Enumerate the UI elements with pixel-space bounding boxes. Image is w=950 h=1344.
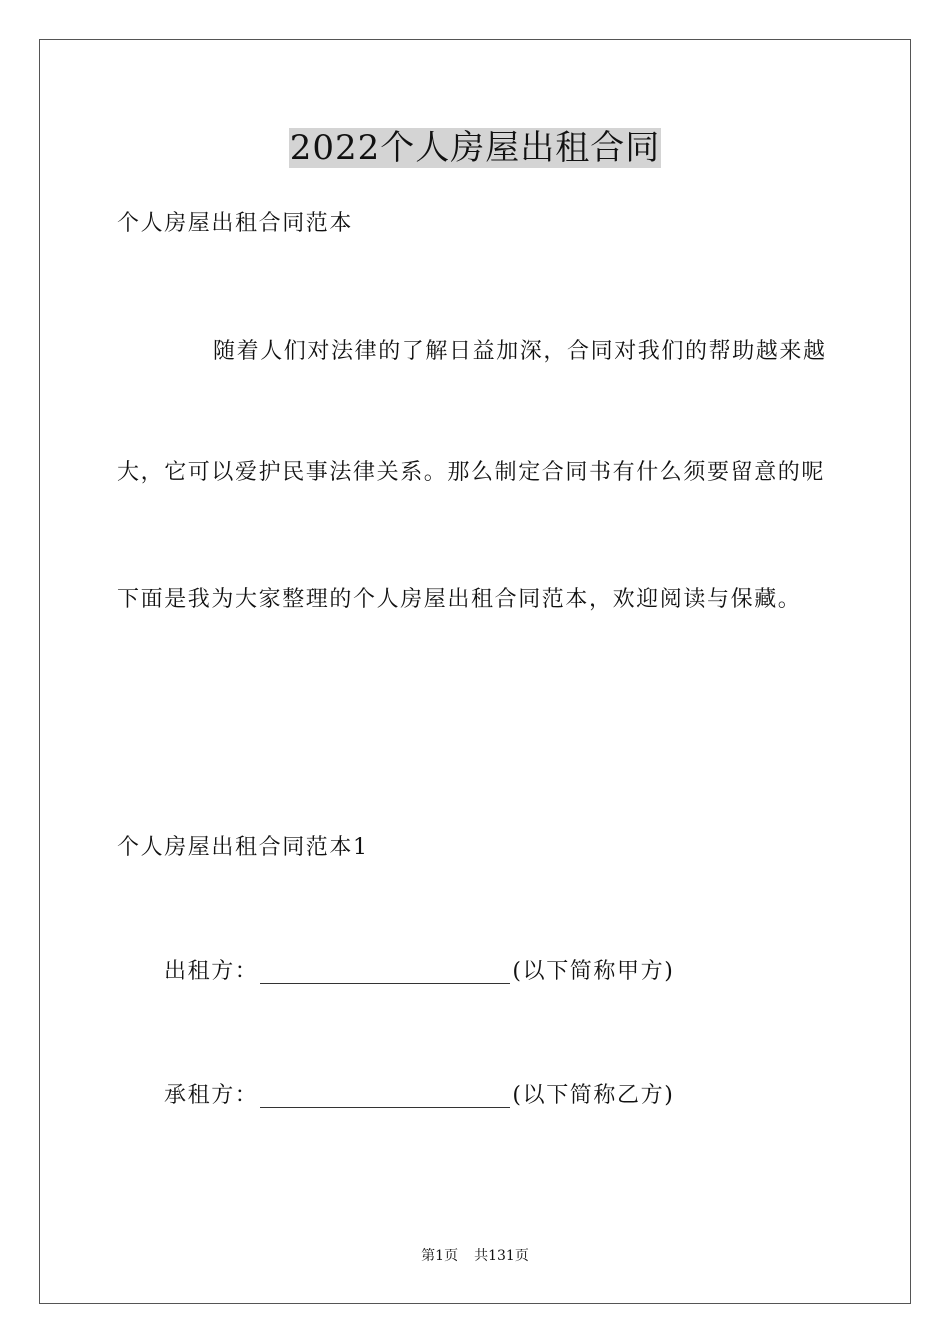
lessor-suffix: (以下简称甲方) (512, 959, 675, 984)
lessee-field (164, 1081, 674, 1111)
page-total: 共131页 (474, 1248, 529, 1264)
lessor-label: 出租方： (164, 959, 259, 984)
section-heading: 个人房屋出租合同范本1 (117, 835, 369, 860)
document-subtitle: 个人房屋出租合同范本 (117, 211, 354, 236)
intro-line-2: 大，它可以爱护民事法律关系。那么制定合同书有什么须要留意的呢 (117, 460, 826, 485)
lessee-label: 承租方： (164, 1083, 259, 1108)
intro-line-3: 下面是我为大家整理的个人房屋出租合同范本，欢迎阅读与保藏。 (117, 587, 802, 612)
document-title (0, 126, 950, 170)
lessor-blank-line[interactable] (260, 959, 510, 984)
page-number: 第1页 (421, 1248, 459, 1264)
title-text: 2022个人房屋出租合同 (289, 128, 661, 168)
lessor-field (164, 957, 674, 987)
page-footer (0, 1246, 950, 1266)
lessee-blank-line[interactable] (260, 1083, 510, 1108)
intro-line-1: 随着人们对法律的了解日益加深，合同对我们的帮助越来越 (213, 339, 827, 364)
lessee-suffix: (以下简称乙方) (512, 1083, 675, 1108)
